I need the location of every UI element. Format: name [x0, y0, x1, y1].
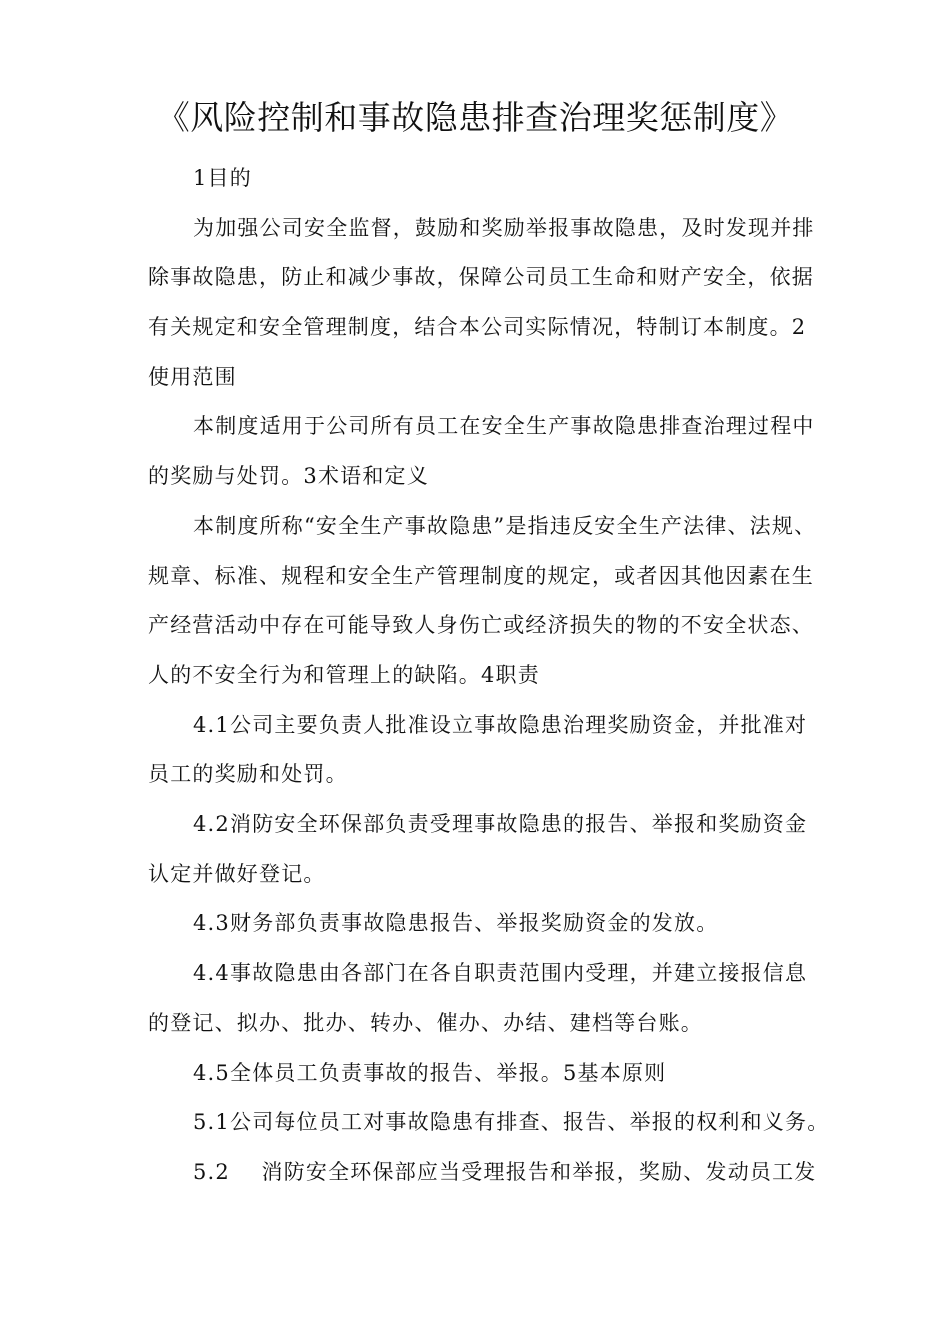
- paragraph-line: 本制度适用于公司所有员工在安全生产事故隐患排查治理过程中: [193, 414, 815, 438]
- document-title: 《风险控制和事故隐患排查治理奖惩制度》: [156, 98, 794, 137]
- paragraph-line: 产经营活动中存在可能导致人身伤亡或经济损失的物的不安全状态、: [148, 613, 814, 637]
- clause-line: 5.2 消防安全环保部应当受理报告和举报，奖励、发动员工发: [193, 1160, 817, 1184]
- paragraph-line: 为加强公司安全监督，鼓励和奖励举报事故隐患，及时发现并排: [193, 216, 815, 240]
- clause-line: 4.1公司主要负责人批准设立事故隐患治理奖励资金，并批准对: [193, 713, 808, 737]
- paragraph-line: 使用范围: [148, 365, 237, 389]
- paragraph-line: 人的不安全行为和管理上的缺陷。4职责: [148, 663, 540, 687]
- paragraph-line: 本制度所称“安全生产事故隐患”是指违反安全生产法律、法规、: [193, 514, 817, 538]
- clause-line: 的登记、拟办、批办、转办、催办、办结、建档等台账。: [148, 1011, 703, 1035]
- clause-line: 5.1公司每位员工对事故隐患有排查、报告、举报的权利和义务。: [193, 1110, 830, 1134]
- clause-line: 员工的奖励和处罚。: [148, 762, 348, 786]
- clause-line: 4.4事故隐患由各部门在各自职责范围内受理，并建立接报信息: [193, 961, 808, 985]
- clause-line: 4.3财务部负责事故隐患报告、举报奖励资金的发放。: [193, 911, 719, 935]
- clause-line: 认定并做好登记。: [148, 862, 326, 886]
- clause-line: 4.2消防安全环保部负责受理事故隐患的报告、举报和奖励资金: [193, 812, 808, 836]
- paragraph-line: 除事故隐患，防止和减少事故，保障公司员工生命和财产安全，依据: [148, 265, 814, 289]
- paragraph-line: 规章、标准、规程和安全生产管理制度的规定，或者因其他因素在生: [148, 564, 814, 588]
- clause-line: 4.5全体员工负责事故的报告、举报。5基本原则: [193, 1061, 667, 1085]
- paragraph-line: 有关规定和安全管理制度，结合本公司实际情况，特制订本制度。2: [148, 315, 807, 339]
- paragraph-line: 的奖励与处罚。3术语和定义: [148, 464, 429, 488]
- section-heading-purpose: 1目的: [193, 166, 252, 190]
